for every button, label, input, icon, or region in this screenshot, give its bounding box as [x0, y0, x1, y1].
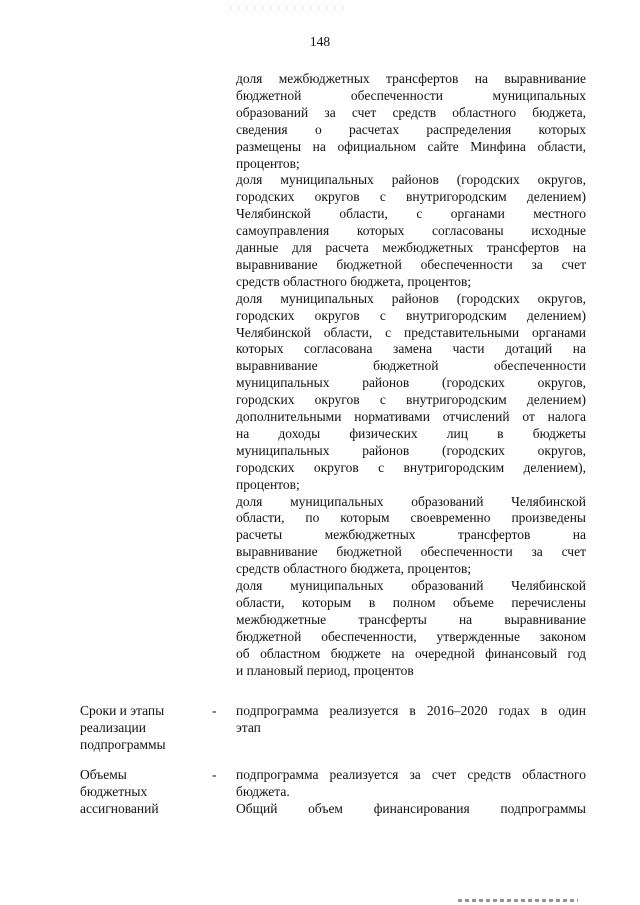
- section-label-line: подпрограммы: [80, 736, 166, 752]
- section-label-line: бюджетных: [80, 783, 148, 799]
- indicator-line: которых согласована замена части дотаций на: [236, 341, 586, 357]
- indicator-line: самоуправления которых согласованы исходные: [236, 223, 586, 239]
- indicator-line: городских округов с внутригородским делением),: [236, 459, 586, 475]
- indicator-line: Челябинской области, с органами местного: [236, 206, 586, 222]
- indicator-line: доля межбюджетных трансфертов на выравнивание: [236, 71, 586, 86]
- indicator-line: на доходы физических лиц в бюджеты: [236, 425, 586, 441]
- section-text-line: этап: [236, 719, 261, 735]
- indicator-line: муниципальных районов (городских округов,: [236, 442, 586, 458]
- indicator-line: и плановый период, процентов: [236, 662, 414, 678]
- indicator-line: выравнивание бюджетной обеспеченности за счет: [236, 544, 586, 560]
- section-text-line: подпрограмма реализуется в 2016–2020 годах в один: [236, 703, 586, 718]
- indicator-line: городских округов с внутригородским делением): [236, 189, 586, 205]
- indicator-line: образований за счет средств областного бюджета,: [236, 104, 586, 120]
- indicator-line: городских округов с внутригородским делением): [236, 307, 586, 323]
- indicator-line: Челябинской области, с представительными органами: [236, 324, 586, 340]
- scan-artifact-top: [230, 7, 350, 9]
- indicator-line: сведения о расчетах распределения которых: [236, 121, 586, 137]
- indicator-line: области, по которым своевременно произведены: [236, 510, 586, 526]
- indicator-line: области, которым в полном объеме перечислены: [236, 594, 586, 610]
- section-dash: -: [212, 767, 217, 782]
- scan-artifact-bottom: [458, 899, 578, 902]
- section-text-line: подпрограмма реализуется за счет средств областного: [236, 767, 586, 782]
- indicator-line: данные для расчета межбюджетных трансфертов на: [236, 240, 586, 255]
- indicator-line: межбюджетные трансферты на выравнивание: [236, 611, 586, 627]
- indicator-line: бюджетной обеспеченности муниципальных: [236, 87, 586, 103]
- section-label-line: Сроки и этапы: [80, 703, 165, 718]
- section-label-line: ассигнований: [80, 800, 159, 816]
- indicator-line: доля муниципальных образований Челябинской: [236, 578, 586, 593]
- indicator-line: доля муниципальных районов (городских округов,: [236, 290, 586, 306]
- indicator-line: доля муниципальных районов (городских округов,: [236, 172, 586, 188]
- indicator-line: процентов;: [236, 476, 300, 492]
- section-label-line: реализации: [80, 719, 146, 735]
- indicator-line: городских округов с внутригородским делением): [236, 392, 586, 408]
- indicator-line: бюджетной обеспеченности, утвержденные законом: [236, 628, 586, 644]
- indicator-line: процентов;: [236, 155, 300, 171]
- page-number: 148: [309, 34, 331, 49]
- section-text-line: Общий объем финансирования подпрограммы: [236, 800, 586, 816]
- section-label-line: Объемы: [80, 767, 127, 782]
- indicator-line: дополнительными нормативами отчислений от налога: [236, 409, 586, 424]
- section-text-line: бюджета.: [236, 783, 290, 799]
- indicator-line: средств областного бюджета, процентов;: [236, 561, 472, 577]
- indicator-line: средств областного бюджета, процентов;: [236, 273, 472, 289]
- indicator-line: размещены на официальном сайте Минфина области,: [236, 138, 586, 154]
- indicator-line: расчеты межбюджетных трансфертов на: [236, 527, 586, 543]
- section-dash: -: [212, 703, 217, 718]
- indicator-line: муниципальных районов (городских округов,: [236, 375, 586, 391]
- indicator-line: доля муниципальных образований Челябинской: [236, 493, 586, 509]
- indicator-line: выравнивание бюджетной обеспеченности за счет: [236, 256, 586, 272]
- indicator-line: выравнивание бюджетной обеспеченности: [236, 358, 586, 374]
- indicator-line: об областном бюджете на очередной финансовый год: [236, 645, 586, 661]
